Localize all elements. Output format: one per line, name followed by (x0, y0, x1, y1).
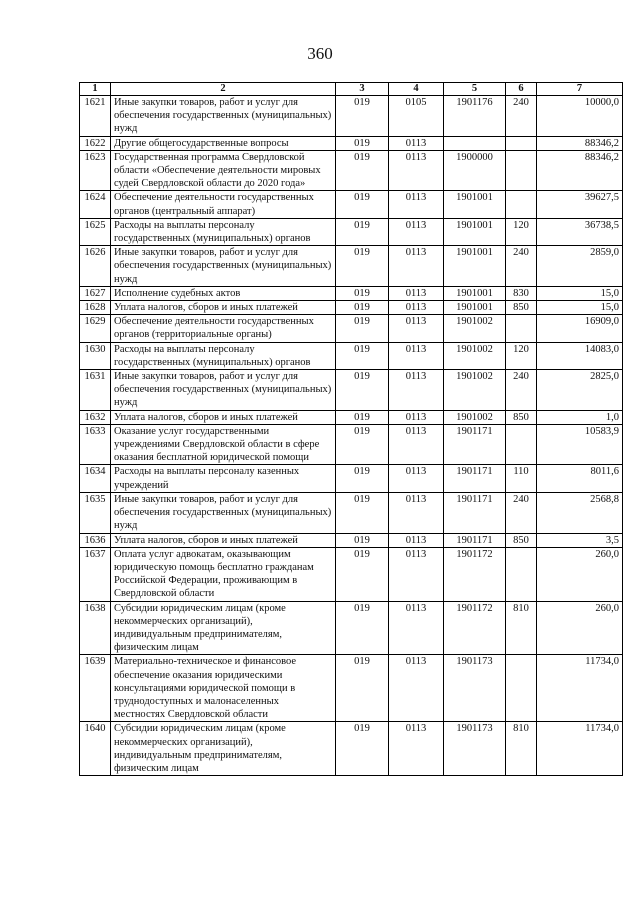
target-code-cell: 1901001 (444, 218, 506, 245)
target-code-cell: 1901171 (444, 533, 506, 547)
table-row (80, 150, 623, 191)
table-row (80, 601, 623, 655)
amount-cell: 16909,0 (537, 315, 623, 342)
row-name-cell: Расходы на выплаты персоналу казенных учреждений (111, 465, 336, 492)
amount-cell: 11734,0 (537, 722, 623, 776)
ministry-code-cell: 019 (336, 246, 389, 287)
section-code-cell: 0113 (389, 533, 444, 547)
header-row (80, 83, 623, 96)
section-code-cell: 0113 (389, 136, 444, 150)
ministry-code-cell: 019 (336, 722, 389, 776)
section-code-cell: 0113 (389, 246, 444, 287)
table-row (80, 547, 623, 601)
amount-cell: 11734,0 (537, 655, 623, 722)
amount-cell: 15,0 (537, 301, 623, 315)
target-code-cell: 1901001 (444, 246, 506, 287)
table-row (80, 655, 623, 722)
section-code-cell: 0113 (389, 424, 444, 465)
target-code-cell: 1901171 (444, 465, 506, 492)
amount-cell: 1,0 (537, 410, 623, 424)
expense-type-cell (506, 191, 537, 218)
ministry-code-cell: 019 (336, 150, 389, 191)
section-code-cell: 0113 (389, 547, 444, 601)
section-code-cell: 0105 (389, 96, 444, 137)
target-code-cell: 1901002 (444, 342, 506, 369)
target-code-cell: 1901173 (444, 655, 506, 722)
page-number: 360 (307, 44, 333, 63)
amount-cell: 15,0 (537, 286, 623, 300)
section-code-cell: 0113 (389, 315, 444, 342)
section-code-cell: 0113 (389, 191, 444, 218)
table-row (80, 136, 623, 150)
row-number-cell: 1638 (80, 601, 111, 655)
section-code-cell: 0113 (389, 492, 444, 533)
section-code-cell: 0113 (389, 601, 444, 655)
expense-type-cell (506, 424, 537, 465)
expense-type-cell (506, 150, 537, 191)
row-name-cell: Оказание услуг государственными учреждениями Свердловской области в сфере оказания бесплатной юридической помощи (111, 424, 336, 465)
column-header: 5 (444, 83, 506, 96)
section-code-cell: 0113 (389, 286, 444, 300)
expense-type-cell: 810 (506, 722, 537, 776)
row-name-cell: Субсидии юридическим лицам (кроме некоммерческих организаций), индивидуальным предпринимателям, физическим лицам (111, 601, 336, 655)
column-header: 3 (336, 83, 389, 96)
expense-type-cell: 240 (506, 370, 537, 411)
section-code-cell: 0113 (389, 722, 444, 776)
row-name-cell: Иные закупки товаров, работ и услуг для обеспечения государственных (муниципальных) нужд (111, 370, 336, 411)
amount-cell: 36738,5 (537, 218, 623, 245)
ministry-code-cell: 019 (336, 465, 389, 492)
expense-type-cell: 850 (506, 301, 537, 315)
target-code-cell: 1901172 (444, 547, 506, 601)
expense-type-cell: 240 (506, 246, 537, 287)
amount-cell: 2568,8 (537, 492, 623, 533)
row-number-cell: 1629 (80, 315, 111, 342)
row-name-cell: Обеспечение деятельности государственных органов (территориальные органы) (111, 315, 336, 342)
row-number-cell: 1632 (80, 410, 111, 424)
row-number-cell: 1640 (80, 722, 111, 776)
table-row (80, 424, 623, 465)
budget-table (79, 82, 623, 776)
table-row (80, 410, 623, 424)
row-name-cell: Иные закупки товаров, работ и услуг для обеспечения государственных (муниципальных) нужд (111, 246, 336, 287)
section-code-cell: 0113 (389, 218, 444, 245)
table-row (80, 301, 623, 315)
expense-type-cell: 240 (506, 96, 537, 137)
expense-type-cell: 830 (506, 286, 537, 300)
ministry-code-cell: 019 (336, 96, 389, 137)
section-code-cell: 0113 (389, 370, 444, 411)
expense-type-cell (506, 655, 537, 722)
target-code-cell: 1900000 (444, 150, 506, 191)
table-row (80, 315, 623, 342)
amount-cell: 8011,6 (537, 465, 623, 492)
column-header: 7 (537, 83, 623, 96)
target-code-cell: 1901002 (444, 410, 506, 424)
expense-type-cell: 810 (506, 601, 537, 655)
section-code-cell: 0113 (389, 150, 444, 191)
expense-type-cell: 120 (506, 342, 537, 369)
target-code-cell (444, 136, 506, 150)
row-name-cell: Другие общегосударственные вопросы (111, 136, 336, 150)
ministry-code-cell: 019 (336, 601, 389, 655)
row-number-cell: 1622 (80, 136, 111, 150)
ministry-code-cell: 019 (336, 301, 389, 315)
amount-cell: 10583,9 (537, 424, 623, 465)
amount-cell: 3,5 (537, 533, 623, 547)
row-name-cell: Государственная программа Свердловской области «Обеспечение деятельности мировых судей Свердловской области до 2020 года» (111, 150, 336, 191)
target-code-cell: 1901001 (444, 286, 506, 300)
row-number-cell: 1637 (80, 547, 111, 601)
ministry-code-cell: 019 (336, 191, 389, 218)
row-number-cell: 1634 (80, 465, 111, 492)
table-row (80, 246, 623, 287)
ministry-code-cell: 019 (336, 370, 389, 411)
amount-cell: 39627,5 (537, 191, 623, 218)
section-code-cell: 0113 (389, 465, 444, 492)
ministry-code-cell: 019 (336, 424, 389, 465)
amount-cell: 88346,2 (537, 136, 623, 150)
row-number-cell: 1631 (80, 370, 111, 411)
ministry-code-cell: 019 (336, 286, 389, 300)
row-number-cell: 1639 (80, 655, 111, 722)
target-code-cell: 1901173 (444, 722, 506, 776)
table-row (80, 96, 623, 137)
row-number-cell: 1630 (80, 342, 111, 369)
amount-cell: 260,0 (537, 547, 623, 601)
expense-type-cell: 120 (506, 218, 537, 245)
row-number-cell: 1624 (80, 191, 111, 218)
table-row (80, 465, 623, 492)
row-name-cell: Обеспечение деятельности государственных органов (центральный аппарат) (111, 191, 336, 218)
section-code-cell: 0113 (389, 342, 444, 369)
row-name-cell: Уплата налогов, сборов и иных платежей (111, 301, 336, 315)
ministry-code-cell: 019 (336, 655, 389, 722)
row-name-cell: Субсидии юридическим лицам (кроме некоммерческих организаций), индивидуальным предпринимателям, физическим лицам (111, 722, 336, 776)
target-code-cell: 1901001 (444, 191, 506, 218)
row-number-cell: 1635 (80, 492, 111, 533)
target-code-cell: 1901002 (444, 370, 506, 411)
ministry-code-cell: 019 (336, 342, 389, 369)
row-name-cell: Иные закупки товаров, работ и услуг для обеспечения государственных (муниципальных) нужд (111, 96, 336, 137)
row-number-cell: 1627 (80, 286, 111, 300)
table-row (80, 286, 623, 300)
row-name-cell: Исполнение судебных актов (111, 286, 336, 300)
amount-cell: 88346,2 (537, 150, 623, 191)
column-header: 6 (506, 83, 537, 96)
table-row (80, 218, 623, 245)
row-number-cell: 1628 (80, 301, 111, 315)
row-number-cell: 1623 (80, 150, 111, 191)
column-header: 4 (389, 83, 444, 96)
ministry-code-cell: 019 (336, 492, 389, 533)
ministry-code-cell: 019 (336, 410, 389, 424)
target-code-cell: 1901172 (444, 601, 506, 655)
table-row (80, 492, 623, 533)
ministry-code-cell: 019 (336, 136, 389, 150)
ministry-code-cell: 019 (336, 547, 389, 601)
row-number-cell: 1633 (80, 424, 111, 465)
expense-type-cell: 850 (506, 533, 537, 547)
amount-cell: 10000,0 (537, 96, 623, 137)
ministry-code-cell: 019 (336, 315, 389, 342)
row-number-cell: 1636 (80, 533, 111, 547)
row-name-cell: Иные закупки товаров, работ и услуг для обеспечения государственных (муниципальных) нужд (111, 492, 336, 533)
target-code-cell: 1901171 (444, 492, 506, 533)
target-code-cell: 1901176 (444, 96, 506, 137)
target-code-cell: 1901171 (444, 424, 506, 465)
row-name-cell: Расходы на выплаты персоналу государственных (муниципальных) органов (111, 218, 336, 245)
ministry-code-cell: 019 (336, 533, 389, 547)
row-number-cell: 1626 (80, 246, 111, 287)
row-name-cell: Уплата налогов, сборов и иных платежей (111, 410, 336, 424)
table-row (80, 722, 623, 776)
row-name-cell: Оплата услуг адвокатам, оказывающим юридическую помощь бесплатно гражданам Российской Федерации, проживающим в Свердловской области (111, 547, 336, 601)
row-number-cell: 1625 (80, 218, 111, 245)
expense-type-cell (506, 547, 537, 601)
amount-cell: 260,0 (537, 601, 623, 655)
target-code-cell: 1901001 (444, 301, 506, 315)
expense-type-cell (506, 315, 537, 342)
row-name-cell: Расходы на выплаты персоналу государственных (муниципальных) органов (111, 342, 336, 369)
section-code-cell: 0113 (389, 301, 444, 315)
expense-type-cell: 850 (506, 410, 537, 424)
expense-type-cell (506, 136, 537, 150)
section-code-cell: 0113 (389, 655, 444, 722)
row-name-cell: Уплата налогов, сборов и иных платежей (111, 533, 336, 547)
table-row (80, 370, 623, 411)
amount-cell: 2859,0 (537, 246, 623, 287)
column-header: 2 (111, 83, 336, 96)
target-code-cell: 1901002 (444, 315, 506, 342)
table-row (80, 533, 623, 547)
expense-type-cell: 240 (506, 492, 537, 533)
column-header: 1 (80, 83, 111, 96)
table-row (80, 342, 623, 369)
expense-type-cell: 110 (506, 465, 537, 492)
table-row (80, 191, 623, 218)
section-code-cell: 0113 (389, 410, 444, 424)
row-number-cell: 1621 (80, 96, 111, 137)
amount-cell: 14083,0 (537, 342, 623, 369)
row-name-cell: Материально-техническое и финансовое обеспечение оказания юридическими консультациями юридической помощи в труднодоступных и малонаселенных местностях Свердловской области (111, 655, 336, 722)
amount-cell: 2825,0 (537, 370, 623, 411)
ministry-code-cell: 019 (336, 218, 389, 245)
